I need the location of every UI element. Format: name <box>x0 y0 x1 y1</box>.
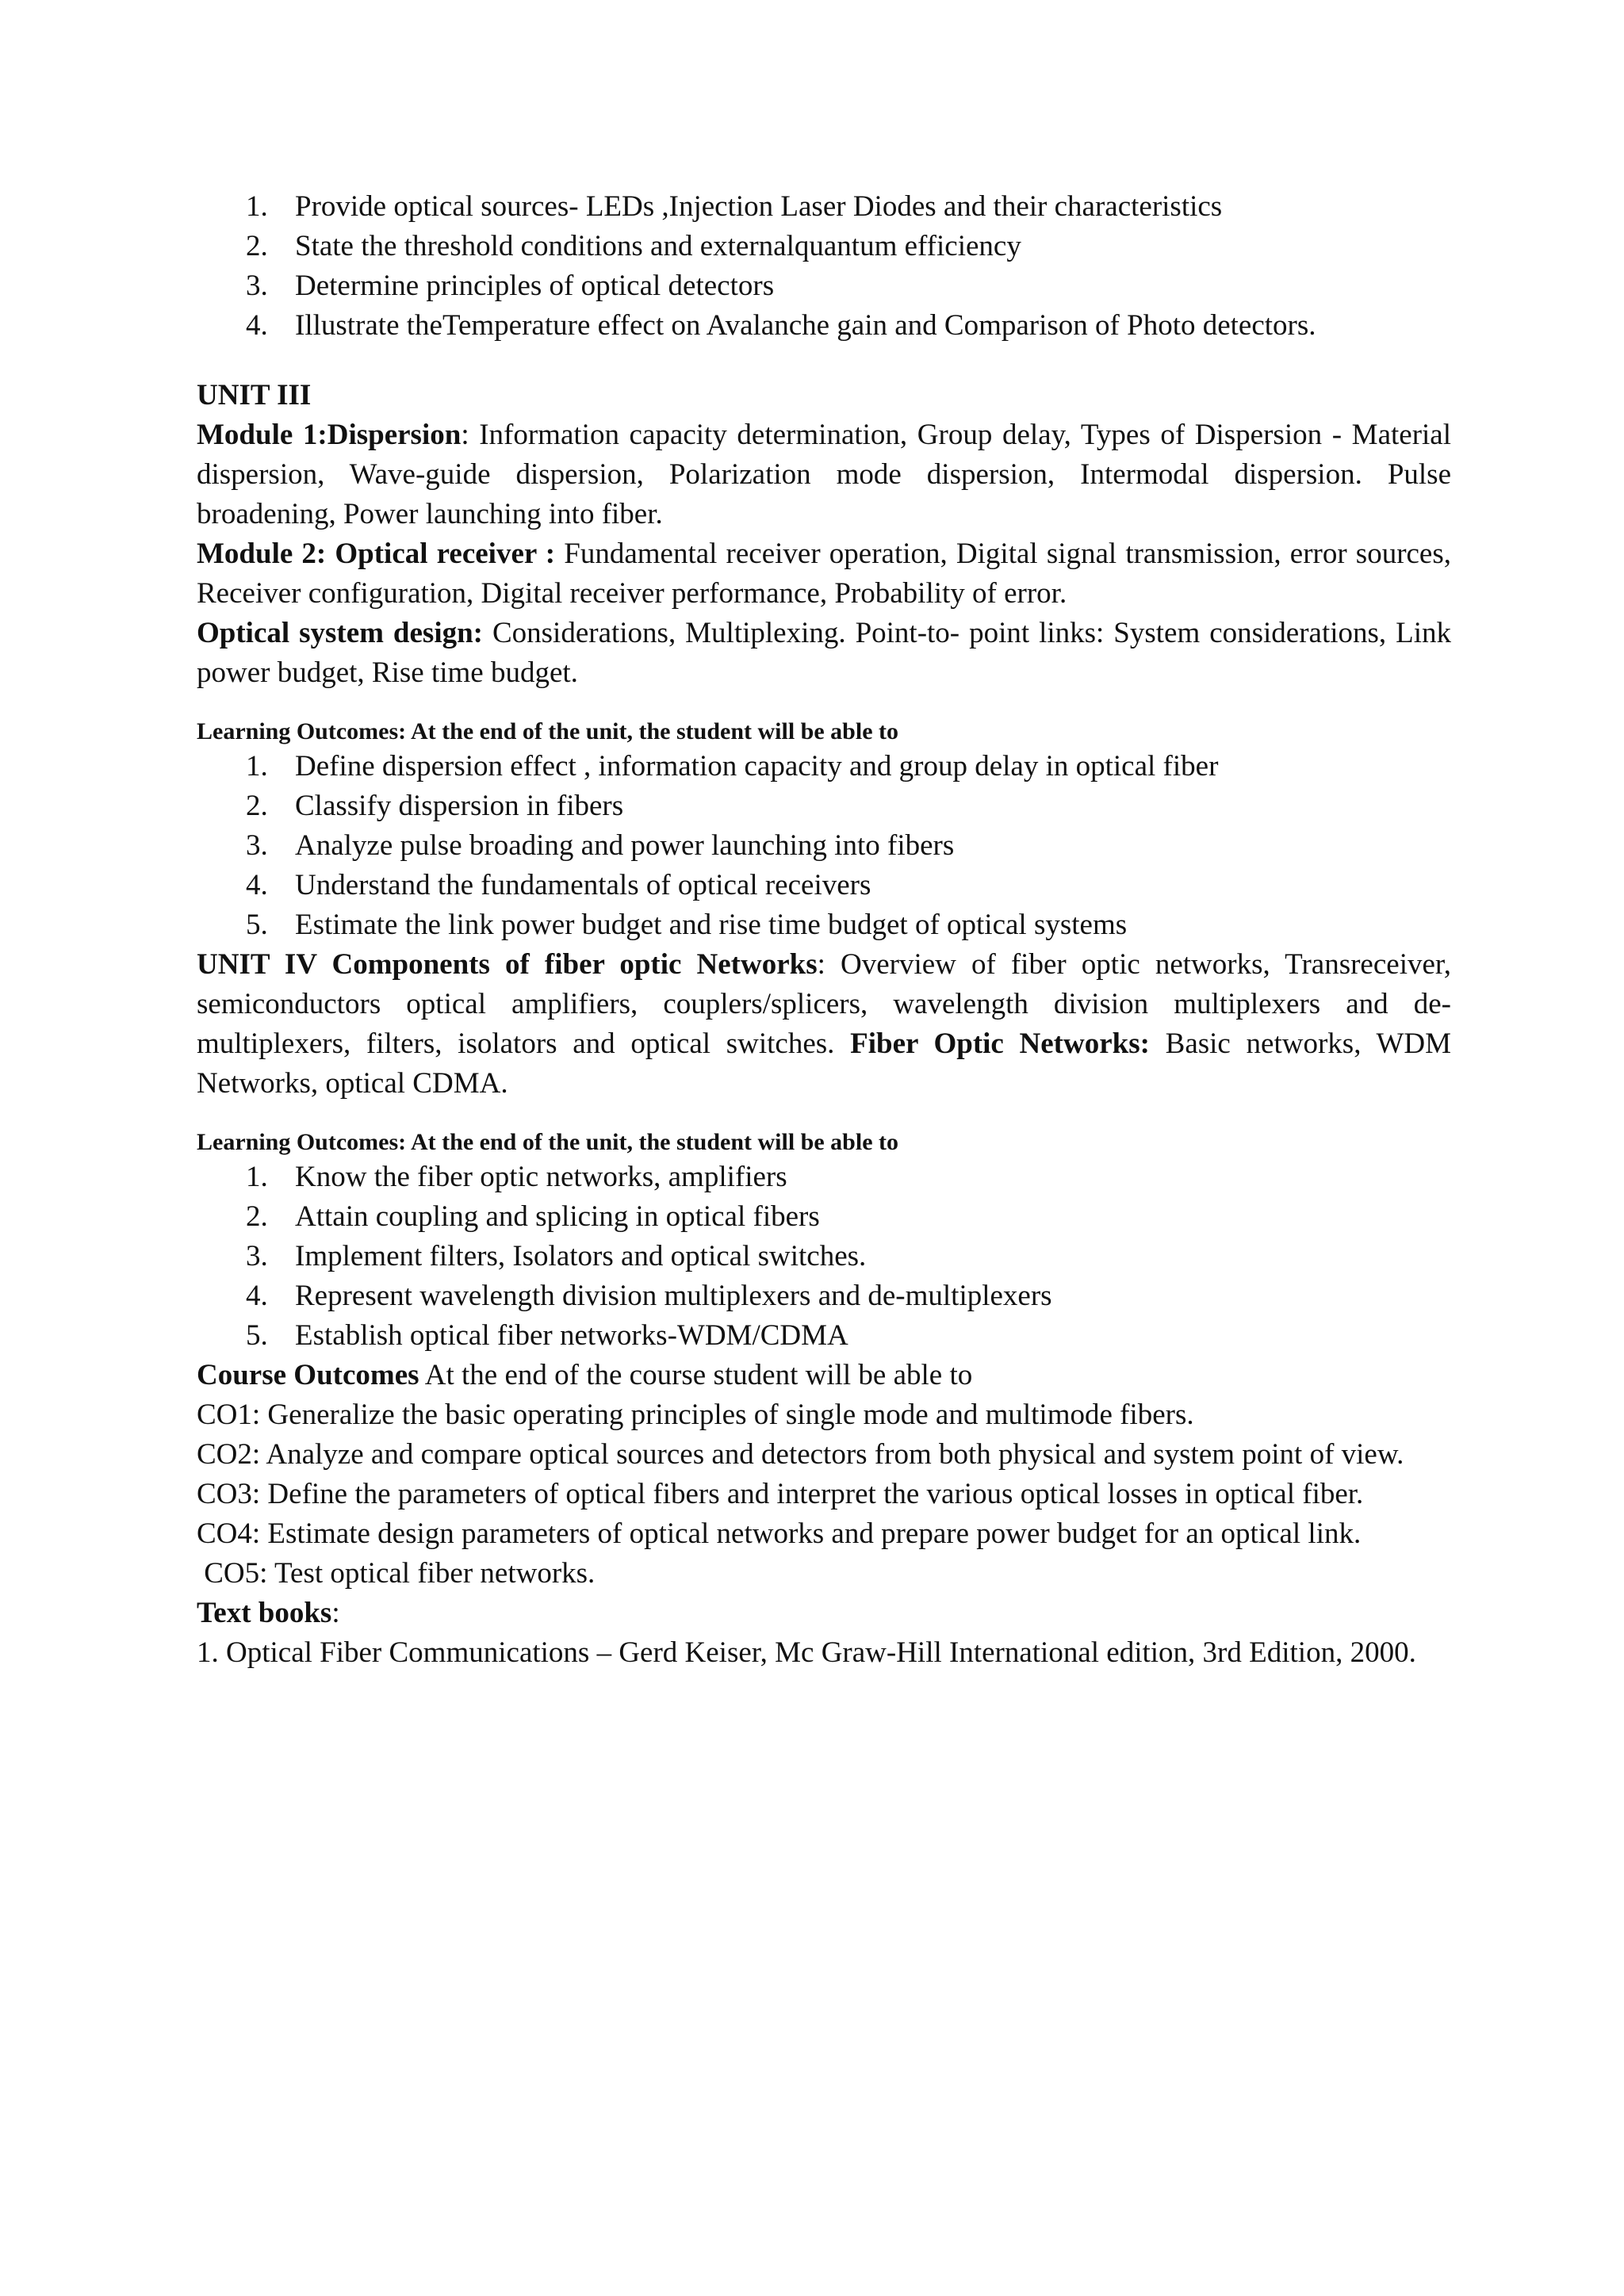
list-text: Attain coupling and splicing in optical fibers <box>295 1200 820 1233</box>
list-number: 3. <box>246 270 268 302</box>
module2-label: Module 2: Optical receiver : <box>197 538 556 570</box>
text-books-heading <box>197 1594 1451 1633</box>
module1-label: Module 1:Dispersion <box>197 419 462 451</box>
list-item <box>246 227 1451 266</box>
unit3-title: UNIT III <box>197 379 312 411</box>
list-text: Define dispersion effect , information capacity and group delay in optical fiber <box>295 750 1219 783</box>
unit2-outcomes-list <box>197 187 1451 346</box>
list-text: Understand the fundamentals of optical receivers <box>295 869 871 901</box>
list-text: Determine principles of optical detectors <box>295 270 775 302</box>
list-item <box>246 866 1451 905</box>
course-outcomes-intro: At the end of the course student will be able to <box>419 1359 973 1391</box>
course-outcomes-heading <box>197 1356 1451 1395</box>
list-text: Represent wavelength division multiplexers and de-multiplexers <box>295 1280 1052 1312</box>
list-item <box>246 266 1451 306</box>
list-item <box>246 187 1451 227</box>
course-outcomes-label: Course Outcomes <box>197 1359 419 1391</box>
list-text: Analyze pulse broading and power launching into fibers <box>295 829 955 862</box>
list-item <box>246 1276 1451 1316</box>
list-text: Provide optical sources- LEDs ,Injection Laser Diodes and their characteristics <box>295 190 1223 223</box>
unit3-outcomes-title: Learning Outcomes: At the end of the unit, the student will be able to <box>197 718 898 744</box>
text-books-colon: : <box>331 1597 340 1629</box>
course-outcome-co4: CO4: Estimate design parameters of optical networks and prepare power budget for an optical link. <box>197 1517 1362 1550</box>
list-number: 3. <box>246 829 268 862</box>
unit4-label: UNIT IV Components of fiber optic Networks <box>197 948 818 981</box>
module1-text: : Information capacity determination, Group delay, Types of Dispersion - Material dispersion, Wave-guide dispersion, Polarization mode dispersion, Intermodal dispersion. Pulse broadening, Power launching into fiber. <box>197 419 1451 530</box>
list-number: 4. <box>246 309 268 342</box>
list-number: 5. <box>246 909 268 941</box>
list-number: 2. <box>246 1200 268 1233</box>
unit4-outcomes-list <box>197 1158 1451 1356</box>
list-text: Estimate the link power budget and rise time budget of optical systems <box>295 909 1128 941</box>
list-text: State the threshold conditions and externalquantum efficiency <box>295 230 1021 262</box>
course-outcome-co3: CO3: Define the parameters of optical fibers and interpret the various optical losses in optical fiber. <box>197 1478 1364 1510</box>
unit4-paragraph <box>197 945 1451 1104</box>
list-item <box>246 747 1451 786</box>
system-design-text: Considerations, Multiplexing. Point-to- point links: System considerations, Link power budget, Rise time budget. <box>197 617 1452 689</box>
list-item <box>246 306 1451 346</box>
unit4-outcomes-title: Learning Outcomes: At the end of the unit, the student will be able to <box>197 1129 898 1155</box>
list-number: 1. <box>246 750 268 783</box>
list-number: 3. <box>246 1240 268 1272</box>
list-item <box>246 1158 1451 1197</box>
list-text: Establish optical fiber networks-WDM/CDMA <box>295 1319 848 1352</box>
list-number: 4. <box>246 869 268 901</box>
list-item <box>246 905 1451 945</box>
list-item <box>246 1237 1451 1276</box>
unit4-label2: Fiber Optic Networks: <box>850 1027 1150 1060</box>
list-text: Illustrate theTemperature effect on Avalanche gain and Comparison of Photo detectors. <box>295 309 1316 342</box>
text-books-label: Text books <box>197 1597 332 1629</box>
list-item <box>246 826 1451 866</box>
unit3-outcomes-list <box>197 747 1451 945</box>
course-outcome-co5: CO5: Test optical fiber networks. <box>197 1557 596 1590</box>
list-number: 1. <box>246 1161 268 1193</box>
unit3-module1 <box>197 415 1451 534</box>
list-number: 2. <box>246 790 268 822</box>
text-book-1: 1. Optical Fiber Communications – Gerd Keiser, Mc Graw-Hill International edition, 3rd Edition, 2000. <box>197 1636 1416 1669</box>
unit4-text2: Basic networks, WDM Networks, optical CDMA. <box>197 1027 1452 1100</box>
syllabus-page <box>197 187 1451 1673</box>
list-number: 2. <box>246 230 268 262</box>
course-outcome-co1: CO1: Generalize the basic operating principles of single mode and multimode fibers. <box>197 1399 1194 1431</box>
list-text: Implement filters, Isolators and optical switches. <box>295 1240 867 1272</box>
list-number: 1. <box>246 190 268 223</box>
list-text: Know the fiber optic networks, amplifiers <box>295 1161 787 1193</box>
unit3-module2 <box>197 534 1451 614</box>
list-text: Classify dispersion in fibers <box>295 790 624 822</box>
unit4-text1: : Overview of fiber optic networks, Transreceiver, semiconductors optical amplifiers, couplers/splicers, wavelength division multiplexers and de-multiplexers, filters, isolators and optical switches. <box>197 948 1451 1060</box>
list-item <box>246 786 1451 826</box>
list-number: 5. <box>246 1319 268 1352</box>
system-design-label: Optical system design: <box>197 617 484 649</box>
course-outcome-co2: CO2: Analyze and compare optical sources and detectors from both physical and system point of view. <box>197 1438 1404 1471</box>
list-item <box>246 1197 1451 1237</box>
list-number: 4. <box>246 1280 268 1312</box>
module2-text: Fundamental receiver operation, Digital signal transmission, error sources, Receiver configuration, Digital receiver performance, Probability of error. <box>197 538 1452 610</box>
list-item <box>246 1316 1451 1356</box>
unit3-system-design <box>197 614 1451 693</box>
